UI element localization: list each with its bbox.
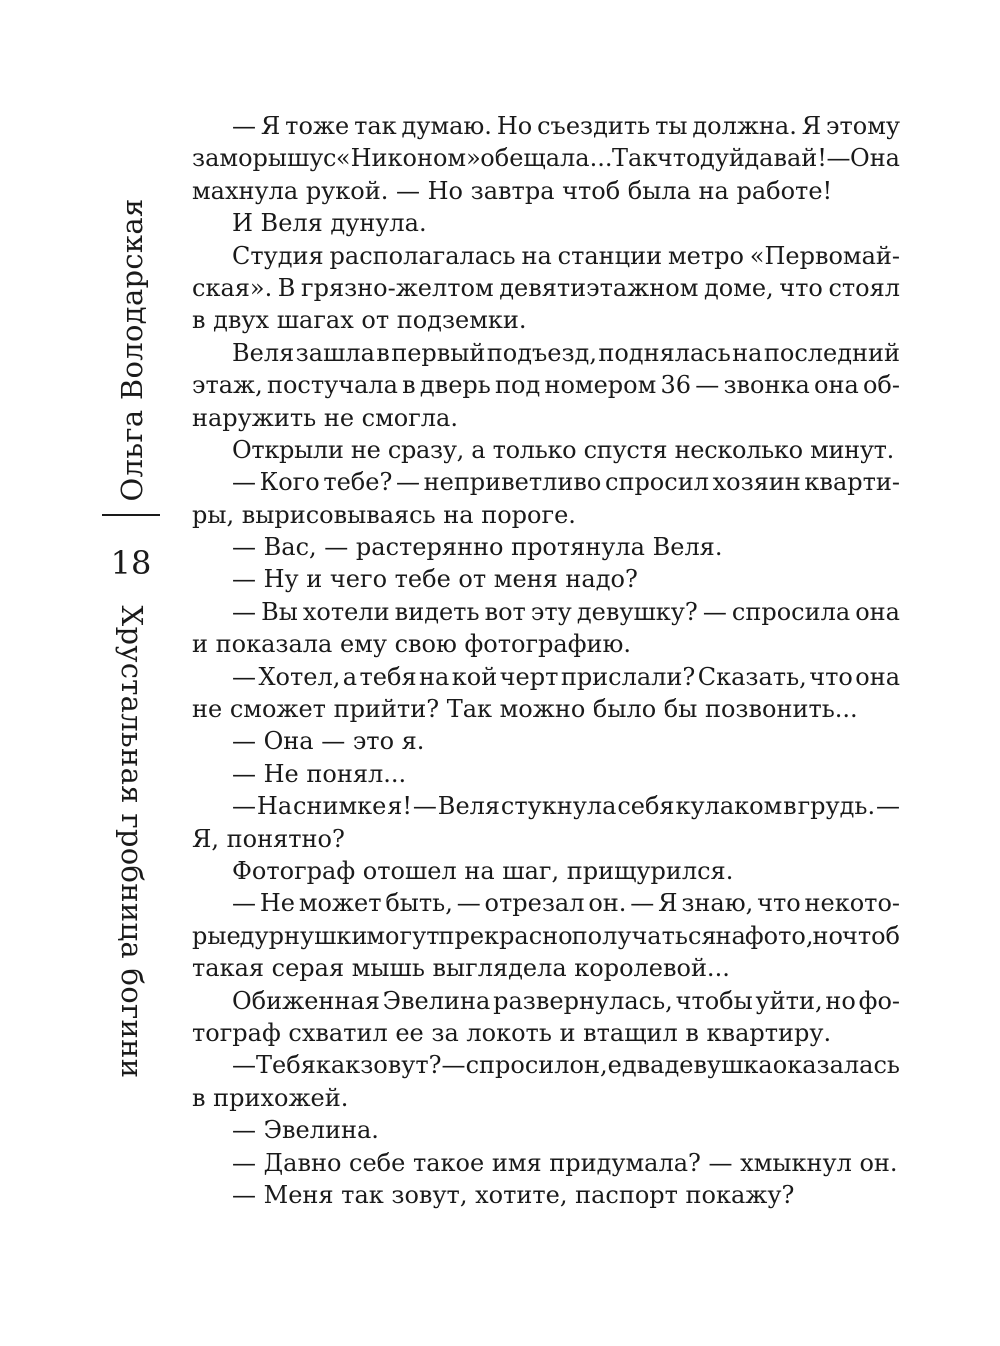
text-line: такая серая мышь выглядела королевой... bbox=[192, 954, 730, 983]
text-line: Фотограф отошел на шаг, прищурился. bbox=[232, 856, 734, 885]
text-line: и показала ему свою фотографию. bbox=[192, 630, 632, 659]
text-line: — Я тоже так думаю. Но съездить ты должна. Я этому bbox=[232, 112, 900, 140]
text-line: — Кого тебе? — неприветливо спросил хозяин кварти- bbox=[232, 468, 900, 497]
text-line: Я, понятно? bbox=[192, 824, 345, 853]
text-line: — Не понял... bbox=[232, 759, 407, 788]
text-line: махнула рукой. — Но завтра чтоб была на работе! bbox=[192, 176, 833, 205]
text-line: в двух шагах от подземки. bbox=[192, 306, 527, 335]
running-head-author: Ольга Володарская bbox=[115, 198, 149, 502]
text-line: — На снимке я! — Веля стукнула себя кулаком в грудь. — bbox=[232, 792, 900, 821]
text-line: заморышу с «Никоном» обещала... Так что дуй давай! — Она bbox=[192, 144, 900, 173]
text-line: Веля зашла в первый подъезд, поднялась на последний bbox=[232, 338, 900, 367]
text-line: ская». В грязно-желтом девятиэтажном доме, что стоял bbox=[192, 273, 900, 302]
text-line: рые дурнушки могут прекрасно получаться на фото, но чтоб bbox=[192, 921, 900, 950]
text-line: наружить не смогла. bbox=[192, 403, 458, 432]
text-line: — Вас, — растерянно протянула Веля. bbox=[232, 533, 723, 562]
page-number: 18 bbox=[110, 544, 152, 582]
text-line: ры, вырисовываясь на пороге. bbox=[192, 500, 576, 529]
text-line: — Не может быть, — отрезал он. — Я знаю, что некото- bbox=[232, 889, 901, 918]
text-line: Студия располагалась на станции метро «Первомай- bbox=[232, 241, 900, 270]
text-line: Открыли не сразу, а только спустя несколько минут. bbox=[232, 435, 894, 464]
text-line: — Давно себе такое имя придумала? — хмыкнул он. bbox=[232, 1148, 898, 1177]
running-head-divider bbox=[102, 514, 160, 516]
text-line: — Тебя как зовут? — спросил он, едва девушка оказалась bbox=[232, 1051, 900, 1080]
text-line: — Меня так зовут, хотите, паспорт покажу? bbox=[232, 1180, 795, 1209]
text-line: И Веля дунула. bbox=[232, 209, 427, 238]
text-line: Обиженная Эвелина развернулась, чтобы уйти, но фо- bbox=[232, 986, 901, 1015]
text-line: — Ну и чего тебе от меня надо? bbox=[232, 565, 638, 594]
text-line: тограф схватил ее за локоть и втащил в квартиру. bbox=[192, 1018, 832, 1047]
body-text bbox=[192, 110, 900, 1211]
text-line: — Она — это я. bbox=[232, 727, 425, 756]
running-head-book-title: Хрустальная гробница богини bbox=[115, 605, 149, 1079]
text-line: этаж, постучала в дверь под номером 36 — звонка она об- bbox=[192, 371, 900, 400]
text-line: — Хотел, а тебя на кой черт прислали? Сказать, что она bbox=[232, 662, 900, 691]
text-line: — Эвелина. bbox=[232, 1116, 379, 1145]
text-line: не сможет прийти? Так можно было бы позвонить... bbox=[192, 695, 858, 724]
text-line: в прихожей. bbox=[192, 1083, 349, 1112]
text-line: — Вы хотели видеть вот эту девушку? — спросила она bbox=[232, 597, 900, 626]
